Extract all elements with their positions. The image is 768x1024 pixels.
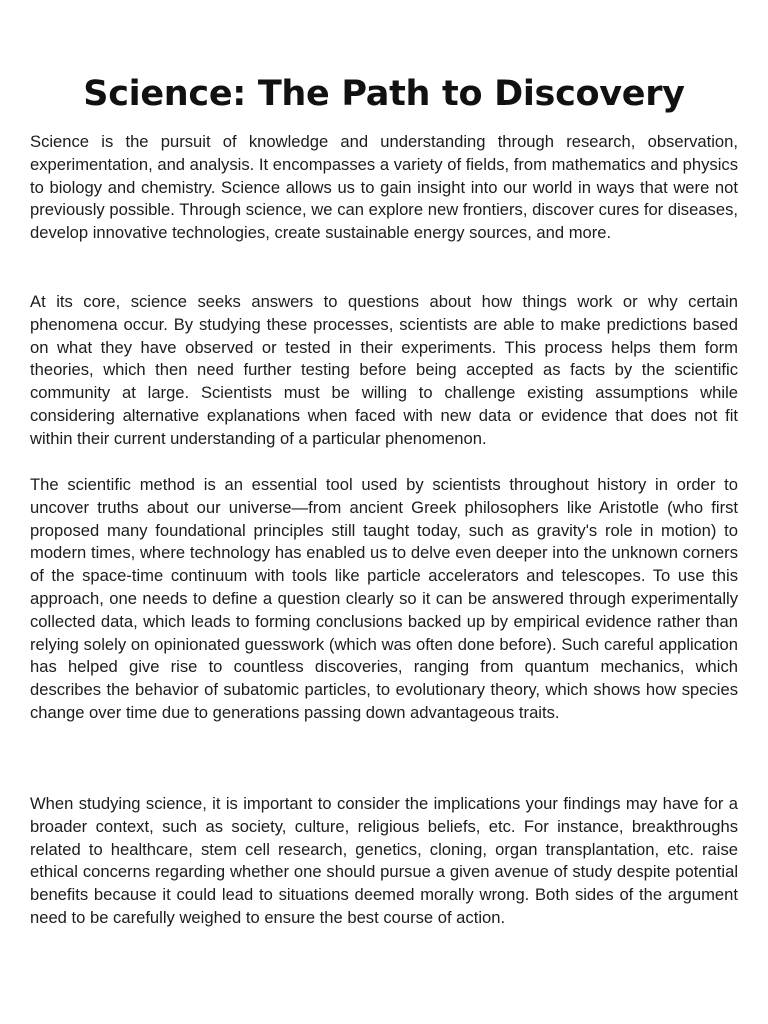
paragraph-3: The scientific method is an essential tool used by scientists throughout history in order to uncover truths about our universe—from ancient Greek philosophers like Aristotle (who first proposed many foundational principles still taught today, such as gravity's role in motion) to modern times, where technology has enabled us to delve even deeper into the unknown corners of the space-time continuum with tools like particle accelerators and telescopes. To use this approach, one needs to define a question clearly so it can be answered through experimentally collected data, which leads to forming conclusions backed up by empirical evidence rather than relying solely on opinionated guesswork (which was often done before). Such careful application has helped give rise to countless discoveries, ranging from quantum mechanics, which describes the behavior of subatomic particles, to evolutionary theory, which shows how species change over time due to generations passing down advantageous traits. [30, 475, 738, 722]
paragraph-4: When studying science, it is important to consider the implications your findings may have for a broader context, such as society, culture, religious beliefs, etc. For instance, breakthroughs related to healthcare, stem cell research, genetics, cloning, organ transplantation, etc. raise ethical concerns regarding whether one should pursue a given avenue of study despite potential benefits because it could lead to situations deemed morally wrong. Both sides of the argument need to be carefully weighed to ensure the best course of action. [30, 794, 738, 927]
page-title: Science: The Path to Discovery [83, 74, 685, 114]
paragraph-1: Science is the pursuit of knowledge and understanding through research, observation, experimentation, and analysis. It encompasses a variety of fields, from mathematics and physics to biology and chemistry. Science allows us to gain insight into our world in ways that were not previously possible. Through science, we can explore new frontiers, discover cures for diseases, develop innovative technologies, create sustainable energy sources, and more. [30, 132, 738, 243]
paragraph-2: At its core, science seeks answers to questions about how things work or why certain phenomena occur. By studying these processes, scientists are able to make predictions based on what they have observed or tested in their experiments. This process helps them form theories, which then need further testing before being accepted as facts by the scientific community at large. Scientists must be willing to challenge existing assumptions while considering alternative explanations when faced with new data or evidence that does not fit within their current understanding of a particular phenomenon. [30, 292, 738, 448]
